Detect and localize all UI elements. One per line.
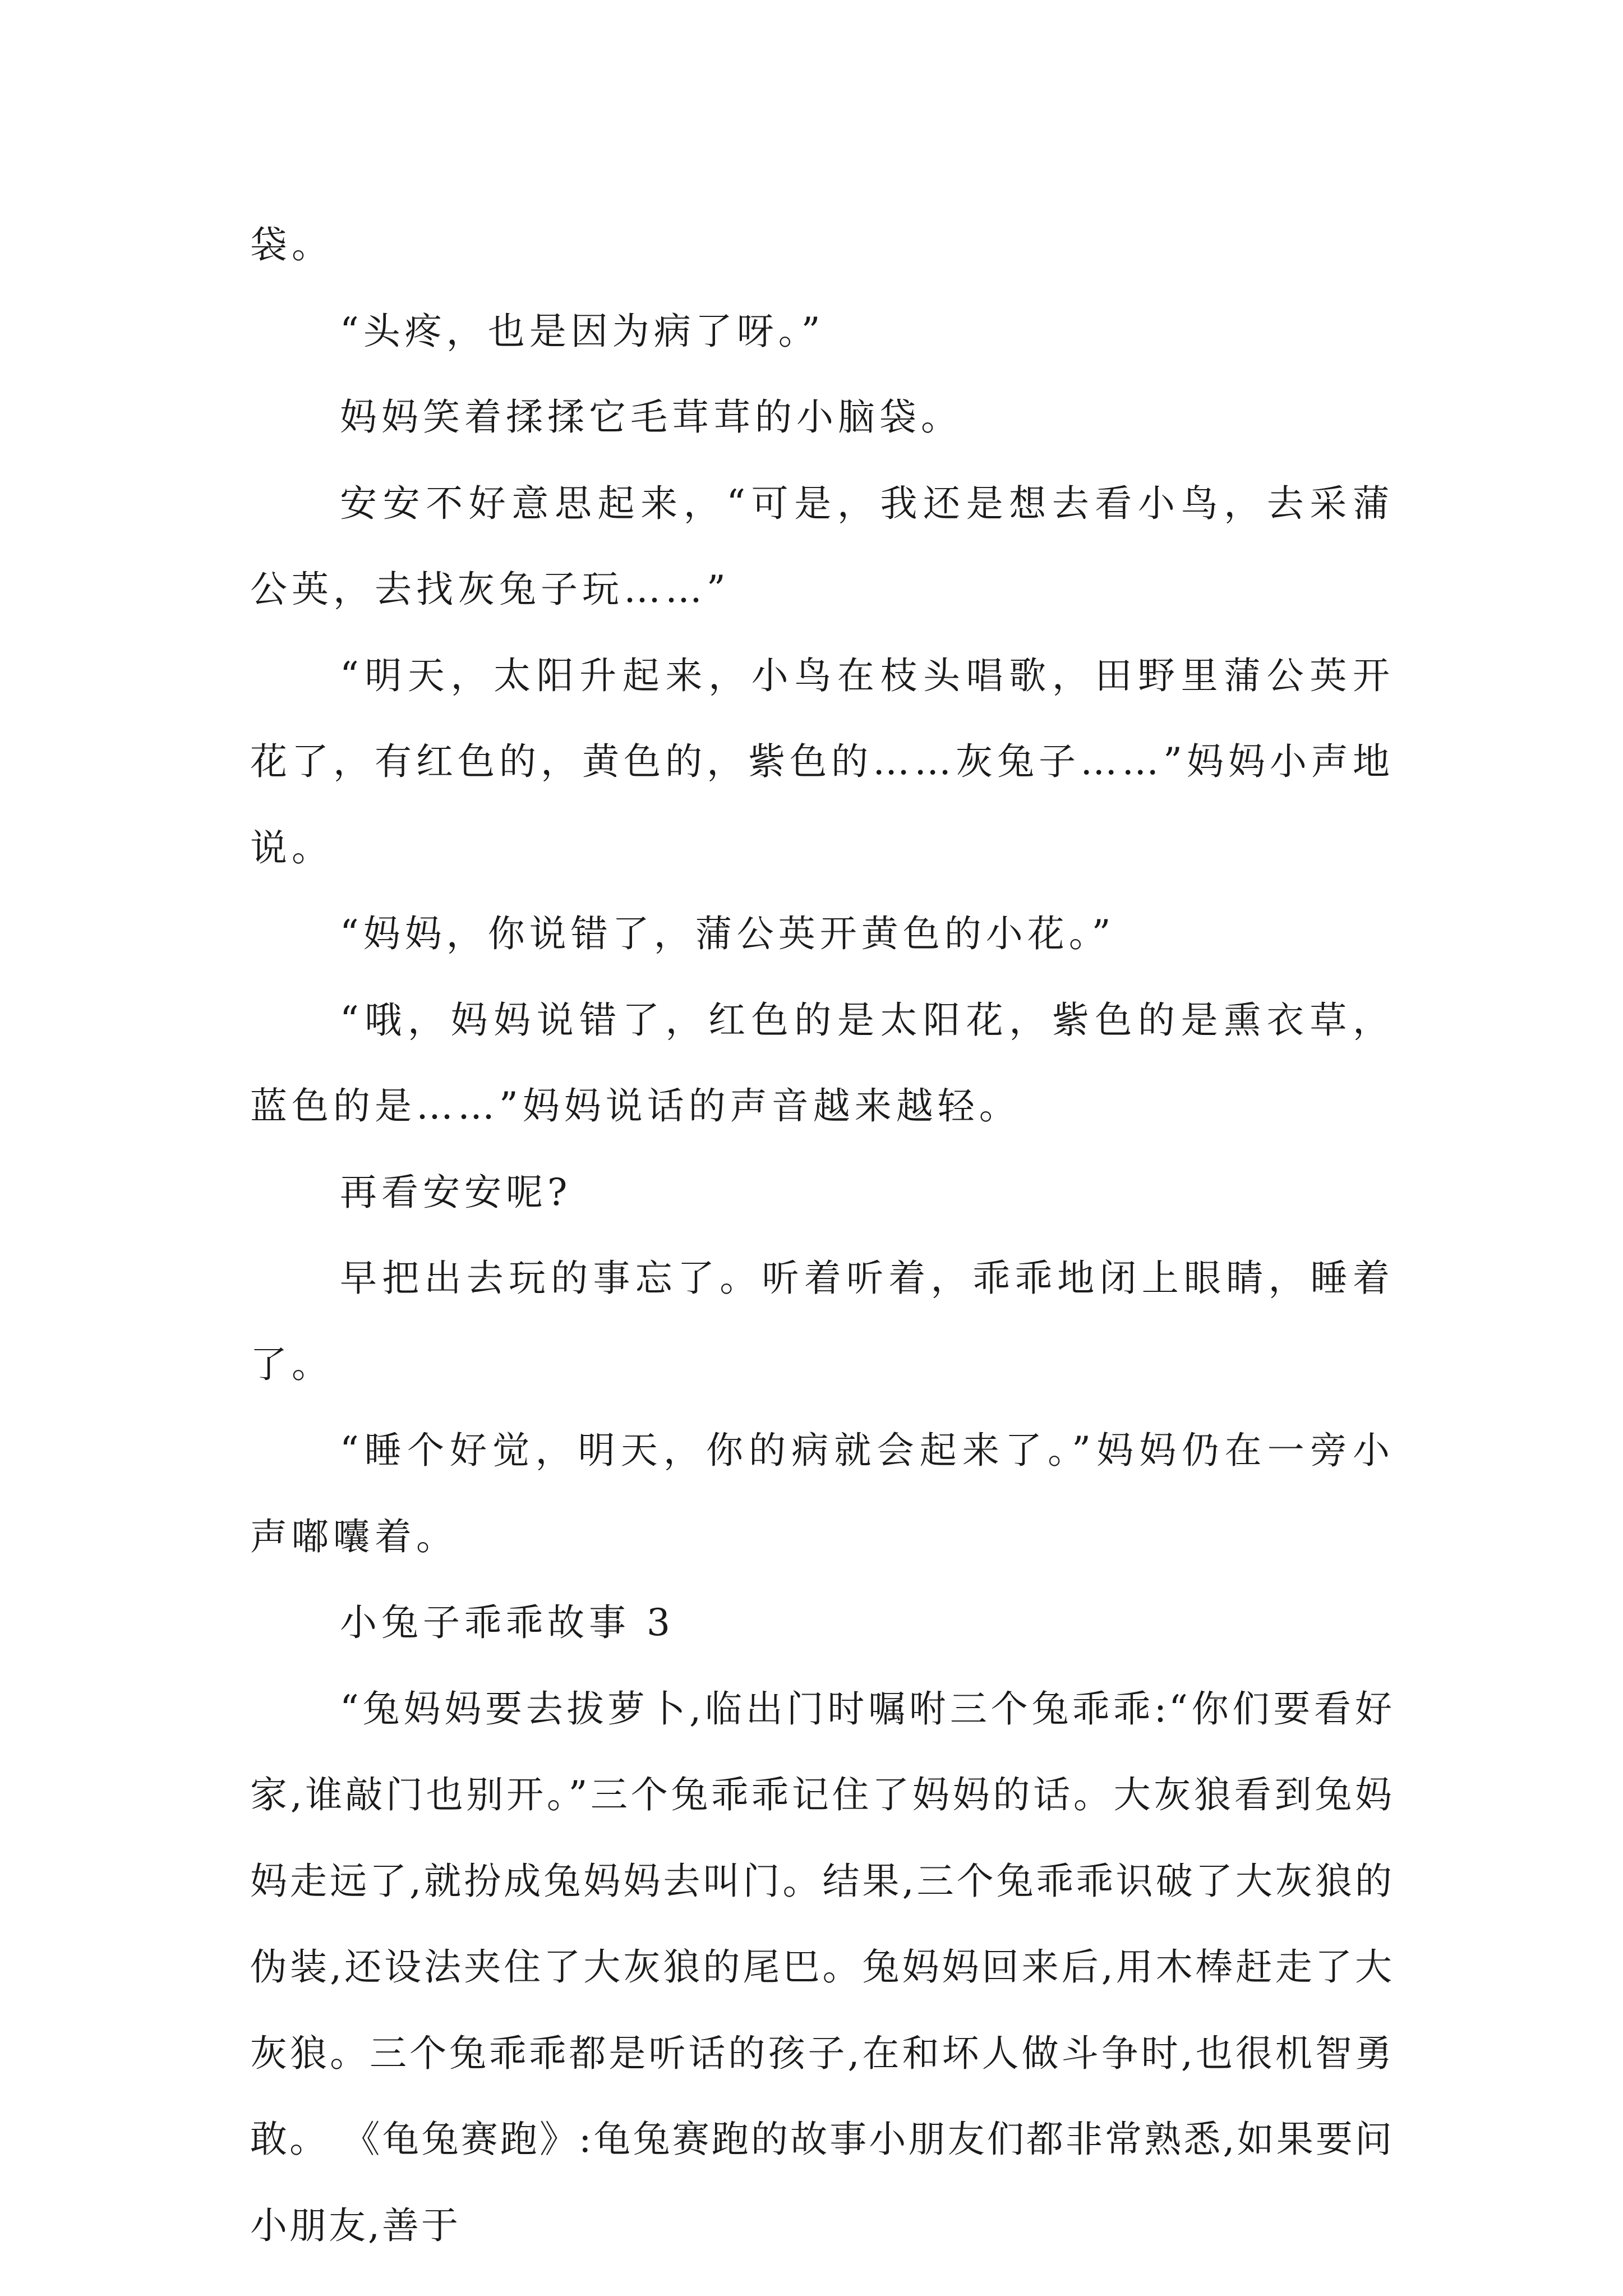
paragraph: “头疼，也是因为病了呀。” (340, 309, 825, 353)
paragraph: 安安不好意思起来，“可是，我还是想去看小鸟，去采蒲公英，去找灰兔子玩……” (250, 481, 1394, 611)
paragraph: “兔妈妈要去拔萝卜,临出门时嘱咐三个兔乖乖:“你们要看好家,谁敲门也别开。”三个兔乖乖记住了妈妈的话。大灰狼看到兔妈妈走远了,就扮成兔妈妈去叫门。结果,三个兔乖乖识破了大灰狼的伪装,还设法夹住了大灰狼的尾巴。兔妈妈回来后,用木棒赶走了大灰狼。三个兔乖乖都是听话的孩子,在和坏人做斗争时,也很机智勇敢。 《龟兔赛跑》:龟兔赛跑的故事小朋友们都非常熟悉,如果要问小朋友,善于 (250, 1687, 1394, 2247)
paragraph: “妈妈，你说错了，蒲公英开黄色的小花。” (340, 912, 1115, 955)
paragraph: “哦，妈妈说错了，红色的是太阳花，紫色的是熏衣草，蓝色的是……”妈妈说话的声音越来越轻。 (250, 998, 1394, 1128)
paragraph: “睡个好觉，明天，你的病就会起来了。”妈妈仍在一旁小声嘟囔着。 (250, 1429, 1394, 1558)
section-heading: 小兔子乖乖故事 3 (340, 1601, 675, 1644)
story-text (250, 202, 1394, 2269)
paragraph: “明天，太阳升起来，小鸟在枝头唱歌，田野里蒲公英开花了，有红色的，黄色的，紫色的……灰兔子……”妈妈小声地说。 (250, 654, 1394, 869)
paragraph: 袋。 (250, 223, 333, 266)
paragraph: 妈妈笑着揉揉它毛茸茸的小脑袋。 (340, 395, 962, 439)
paragraph: 再看安安呢? (340, 1170, 572, 1214)
paragraph: 早把出去玩的事忘了。听着听着，乖乖地闭上眼睛，睡着了。 (250, 1257, 1394, 1386)
